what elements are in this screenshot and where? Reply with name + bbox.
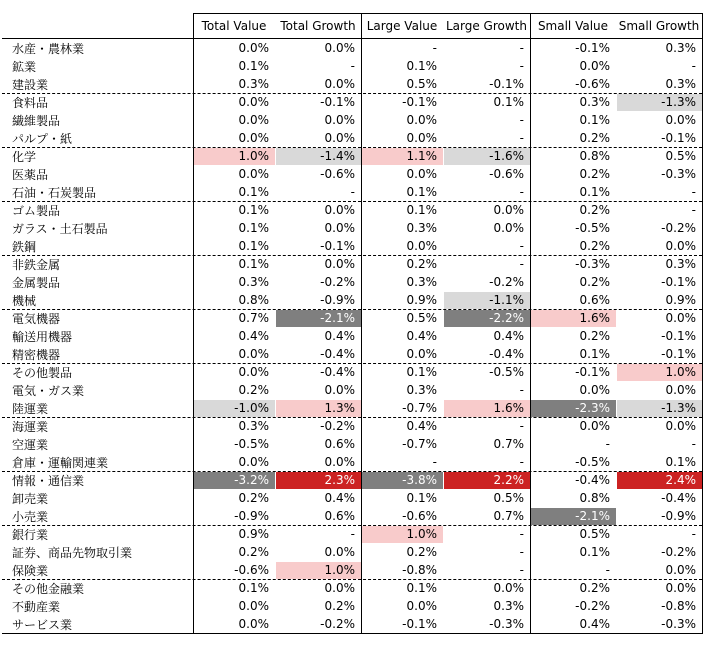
value-cell: 0.1% xyxy=(238,203,269,217)
value-cell: 0.0% xyxy=(324,455,355,469)
value-cell: 0.3% xyxy=(406,221,437,235)
sector-name: 情報・通信業 xyxy=(12,474,85,488)
value-cell: 0.2% xyxy=(579,131,610,145)
sector-name: ゴム製品 xyxy=(12,204,61,218)
value-cell: - xyxy=(519,527,524,541)
value-cell: 0.2% xyxy=(324,599,355,613)
sector-name: 繊維製品 xyxy=(12,114,61,128)
group-separator xyxy=(2,309,702,310)
value-cell: -0.1% xyxy=(402,617,437,631)
value-cell: -0.2% xyxy=(575,599,610,613)
value-cell: 0.2% xyxy=(579,329,610,343)
value-cell: 0.0% xyxy=(324,113,355,127)
value-cell: - xyxy=(519,239,524,253)
value-cell: -0.2% xyxy=(661,545,696,559)
value-cell: -2.3% xyxy=(531,400,616,417)
value-cell: - xyxy=(519,419,524,433)
value-cell: -0.1% xyxy=(402,95,437,109)
value-cell: -0.1% xyxy=(489,77,524,91)
value-cell: 0.0% xyxy=(406,113,437,127)
header-bottom-border xyxy=(2,38,702,39)
value-cell: -0.2% xyxy=(320,275,355,289)
value-cell: -0.2% xyxy=(320,419,355,433)
value-cell: - xyxy=(432,455,437,469)
sector-name: 空運業 xyxy=(12,438,49,452)
value-cell: 0.2% xyxy=(579,167,610,181)
value-cell: 0.1% xyxy=(579,545,610,559)
value-cell: 0.0% xyxy=(665,563,696,577)
value-cell: 0.3% xyxy=(238,275,269,289)
value-cell: -3.8% xyxy=(362,472,443,489)
value-cell: 0.5% xyxy=(493,491,524,505)
value-cell: -0.1% xyxy=(661,131,696,145)
value-cell: -0.4% xyxy=(320,365,355,379)
value-cell: 0.6% xyxy=(324,509,355,523)
column-header: Large Value xyxy=(366,19,438,33)
value-cell: 2.4% xyxy=(617,472,702,489)
value-cell: -0.2% xyxy=(320,617,355,631)
value-cell: 0.2% xyxy=(579,581,610,595)
value-cell: 0.0% xyxy=(406,131,437,145)
sector-name: 不動産業 xyxy=(12,600,61,614)
value-cell: 0.4% xyxy=(324,491,355,505)
value-cell: -0.1% xyxy=(320,239,355,253)
group-separator xyxy=(2,93,702,94)
value-cell: - xyxy=(519,257,524,271)
value-cell: 0.1% xyxy=(406,365,437,379)
header-top-border xyxy=(193,13,702,14)
value-cell: 0.3% xyxy=(665,257,696,271)
column-header: Total Value xyxy=(201,19,267,33)
column-header: Total Growth xyxy=(280,19,356,33)
value-cell: 0.2% xyxy=(238,545,269,559)
value-cell: 0.0% xyxy=(238,95,269,109)
value-cell: -0.5% xyxy=(489,365,524,379)
value-cell: 0.4% xyxy=(406,419,437,433)
value-cell: 0.0% xyxy=(579,419,610,433)
sector-name: 非鉄金属 xyxy=(12,258,61,272)
value-cell: 0.1% xyxy=(665,455,696,469)
value-cell: 0.0% xyxy=(665,581,696,595)
value-cell: 0.0% xyxy=(324,221,355,235)
column-divider xyxy=(530,13,531,634)
value-cell: 0.0% xyxy=(238,617,269,631)
sector-name: 鉱業 xyxy=(12,60,37,74)
sector-name: その他製品 xyxy=(12,366,73,380)
value-cell: - xyxy=(519,185,524,199)
sector-name: パルプ・紙 xyxy=(12,132,73,146)
value-cell: 0.2% xyxy=(579,275,610,289)
value-cell: -1.0% xyxy=(194,400,275,417)
value-cell: -2.2% xyxy=(444,310,530,327)
value-cell: 0.1% xyxy=(238,185,269,199)
group-separator xyxy=(2,417,702,418)
value-cell: 0.0% xyxy=(406,239,437,253)
value-cell: -0.4% xyxy=(320,347,355,361)
column-header: Small Value xyxy=(537,19,609,33)
value-cell: -0.3% xyxy=(661,167,696,181)
table-bottom-border xyxy=(2,633,702,634)
value-cell: -0.4% xyxy=(661,491,696,505)
sector-name: 小売業 xyxy=(12,510,49,524)
value-cell: 0.0% xyxy=(579,59,610,73)
value-cell: 0.1% xyxy=(406,59,437,73)
value-cell: -2.1% xyxy=(531,508,616,525)
value-cell: 0.0% xyxy=(238,131,269,145)
value-cell: 1.0% xyxy=(276,562,361,579)
sector-name: 電気機器 xyxy=(12,312,61,326)
value-cell: 0.0% xyxy=(324,383,355,397)
value-cell: -1.3% xyxy=(617,400,702,417)
sector-name: 金属製品 xyxy=(12,276,61,290)
value-cell: 0.9% xyxy=(238,527,269,541)
value-cell: 0.1% xyxy=(238,581,269,595)
value-cell: 0.0% xyxy=(238,347,269,361)
value-cell: - xyxy=(691,185,696,199)
column-divider xyxy=(702,13,703,634)
value-cell: 0.4% xyxy=(238,329,269,343)
value-cell: 0.0% xyxy=(324,581,355,595)
value-cell: 0.8% xyxy=(579,149,610,163)
value-cell: 0.5% xyxy=(406,77,437,91)
value-cell: 0.4% xyxy=(579,617,610,631)
value-cell: 0.1% xyxy=(579,185,610,199)
value-cell: - xyxy=(519,131,524,145)
sector-name: 石油・石炭製品 xyxy=(12,186,97,200)
value-cell: 0.0% xyxy=(665,113,696,127)
value-cell: - xyxy=(691,59,696,73)
value-cell: 0.0% xyxy=(406,347,437,361)
value-cell: - xyxy=(432,41,437,55)
value-cell: - xyxy=(605,437,610,451)
value-cell: -0.1% xyxy=(661,329,696,343)
value-cell: 0.0% xyxy=(324,203,355,217)
sector-name: 鉄鋼 xyxy=(12,240,37,254)
value-cell: 0.1% xyxy=(406,203,437,217)
value-cell: 0.5% xyxy=(579,527,610,541)
value-cell: 0.8% xyxy=(238,293,269,307)
value-cell: 0.0% xyxy=(324,257,355,271)
value-cell: 0.3% xyxy=(665,41,696,55)
value-cell: -0.7% xyxy=(402,437,437,451)
value-cell: - xyxy=(519,59,524,73)
sector-name: 卸売業 xyxy=(12,492,49,506)
value-cell: 2.3% xyxy=(276,472,361,489)
value-cell: -0.6% xyxy=(489,167,524,181)
group-separator xyxy=(2,363,702,364)
value-cell: 0.1% xyxy=(493,95,524,109)
value-cell: 0.8% xyxy=(579,491,610,505)
value-cell: 0.0% xyxy=(324,77,355,91)
value-cell: 0.2% xyxy=(579,203,610,217)
value-cell: 0.6% xyxy=(324,437,355,451)
group-separator xyxy=(2,147,702,148)
value-cell: -3.2% xyxy=(194,472,275,489)
sector-name: 化学 xyxy=(12,150,37,164)
value-cell: 0.6% xyxy=(579,293,610,307)
value-cell: 1.1% xyxy=(362,148,443,165)
value-cell: -0.3% xyxy=(661,617,696,631)
value-cell: -2.1% xyxy=(276,310,361,327)
value-cell: - xyxy=(519,455,524,469)
value-cell: 1.6% xyxy=(444,400,530,417)
value-cell: 0.3% xyxy=(406,275,437,289)
column-header: Large Growth xyxy=(445,19,527,33)
value-cell: 0.3% xyxy=(579,95,610,109)
value-cell: 0.2% xyxy=(406,545,437,559)
column-header: Small Growth xyxy=(618,19,700,33)
value-cell: 0.3% xyxy=(493,599,524,613)
value-cell: 0.0% xyxy=(665,311,696,325)
value-cell: - xyxy=(519,113,524,127)
sector-name: 銀行業 xyxy=(12,528,49,542)
value-cell: 0.1% xyxy=(406,185,437,199)
value-cell: -0.8% xyxy=(661,599,696,613)
value-cell: -1.3% xyxy=(617,94,702,111)
value-cell: -0.3% xyxy=(575,257,610,271)
value-cell: -0.1% xyxy=(661,275,696,289)
sector-name: ガラス・土石製品 xyxy=(12,222,108,236)
value-cell: 0.0% xyxy=(406,167,437,181)
value-cell: 0.7% xyxy=(493,509,524,523)
sector-name: 精密機器 xyxy=(12,348,61,362)
value-cell: 0.2% xyxy=(238,383,269,397)
value-cell: - xyxy=(605,563,610,577)
value-cell: -1.1% xyxy=(444,292,530,309)
value-cell: 0.5% xyxy=(665,149,696,163)
value-cell: 0.0% xyxy=(579,383,610,397)
value-cell: -0.5% xyxy=(234,437,269,451)
value-cell: -0.6% xyxy=(234,563,269,577)
value-cell: 0.3% xyxy=(238,419,269,433)
value-cell: 0.0% xyxy=(493,581,524,595)
value-cell: -0.2% xyxy=(661,221,696,235)
value-cell: 0.0% xyxy=(324,41,355,55)
value-cell: - xyxy=(350,527,355,541)
column-divider xyxy=(361,13,362,634)
value-cell: -0.9% xyxy=(234,509,269,523)
value-cell: 0.0% xyxy=(238,455,269,469)
value-cell: 1.0% xyxy=(194,148,275,165)
value-cell: - xyxy=(691,437,696,451)
value-cell: 0.0% xyxy=(665,239,696,253)
value-cell: 0.7% xyxy=(493,437,524,451)
sector-name: 輸送用機器 xyxy=(12,330,73,344)
group-separator xyxy=(2,255,702,256)
value-cell: 0.4% xyxy=(406,329,437,343)
value-cell: 0.3% xyxy=(406,383,437,397)
value-cell: - xyxy=(519,563,524,577)
value-cell: -0.3% xyxy=(489,617,524,631)
value-cell: 0.0% xyxy=(493,221,524,235)
sector-name: 医薬品 xyxy=(12,168,49,182)
group-separator xyxy=(2,471,702,472)
value-cell: 0.1% xyxy=(406,581,437,595)
value-cell: 0.0% xyxy=(324,545,355,559)
value-cell: 0.1% xyxy=(238,239,269,253)
value-cell: 0.2% xyxy=(238,491,269,505)
value-cell: -0.9% xyxy=(320,293,355,307)
sector-name: 電気・ガス業 xyxy=(12,384,85,398)
value-cell: 0.2% xyxy=(406,257,437,271)
value-cell: 0.0% xyxy=(665,383,696,397)
sector-name: 保険業 xyxy=(12,564,49,578)
value-cell: - xyxy=(691,203,696,217)
value-cell: 1.0% xyxy=(617,364,702,381)
value-cell: -0.4% xyxy=(575,473,610,487)
group-separator xyxy=(2,525,702,526)
group-separator xyxy=(2,201,702,202)
value-cell: -1.4% xyxy=(276,148,361,165)
value-cell: 1.3% xyxy=(276,400,361,417)
sector-name: 食料品 xyxy=(12,96,49,110)
value-cell: -0.1% xyxy=(575,41,610,55)
value-cell: 0.0% xyxy=(238,167,269,181)
value-cell: 0.4% xyxy=(493,329,524,343)
sector-name: サービス業 xyxy=(12,618,73,632)
value-cell: 0.1% xyxy=(579,347,610,361)
value-cell: 0.1% xyxy=(238,257,269,271)
value-cell: 0.7% xyxy=(238,311,269,325)
value-cell: - xyxy=(519,545,524,559)
value-cell: 0.0% xyxy=(324,131,355,145)
value-cell: 0.5% xyxy=(406,311,437,325)
value-cell: 0.1% xyxy=(238,59,269,73)
value-cell: 0.3% xyxy=(238,77,269,91)
value-cell: 0.1% xyxy=(579,113,610,127)
value-cell: -0.8% xyxy=(402,563,437,577)
sector-name: 倉庫・運輸関連業 xyxy=(12,456,109,470)
value-cell: 0.0% xyxy=(238,365,269,379)
value-cell: 0.1% xyxy=(406,491,437,505)
sector-name: その他金融業 xyxy=(12,582,85,596)
value-cell: 1.6% xyxy=(531,310,616,327)
value-cell: - xyxy=(691,527,696,541)
sector-name: 陸運業 xyxy=(12,402,49,416)
value-cell: 0.0% xyxy=(665,419,696,433)
value-cell: - xyxy=(350,185,355,199)
value-cell: 0.1% xyxy=(238,221,269,235)
value-cell: 0.0% xyxy=(238,599,269,613)
sector-name: 証券、商品先物取引業 xyxy=(12,546,133,560)
value-cell: -0.9% xyxy=(661,509,696,523)
value-cell: -0.7% xyxy=(402,401,437,415)
value-cell: 1.0% xyxy=(362,526,443,543)
value-cell: -0.2% xyxy=(489,275,524,289)
value-cell: 0.9% xyxy=(665,293,696,307)
value-cell: 0.0% xyxy=(238,113,269,127)
value-cell: 0.9% xyxy=(406,293,437,307)
sector-name: 建設業 xyxy=(12,78,49,92)
sector-name: 海運業 xyxy=(12,420,49,434)
sector-name: 機械 xyxy=(12,294,37,308)
value-cell: -0.6% xyxy=(575,77,610,91)
value-cell: -0.4% xyxy=(489,347,524,361)
value-cell: 2.2% xyxy=(444,472,530,489)
value-cell: - xyxy=(519,41,524,55)
value-cell: -0.1% xyxy=(575,365,610,379)
value-cell: 0.0% xyxy=(238,41,269,55)
value-cell: -1.6% xyxy=(444,148,530,165)
value-cell: -0.5% xyxy=(575,221,610,235)
value-cell: 0.3% xyxy=(665,77,696,91)
value-cell: 0.4% xyxy=(324,329,355,343)
value-cell: 0.0% xyxy=(406,599,437,613)
value-cell: -0.5% xyxy=(575,455,610,469)
value-cell: -0.1% xyxy=(320,95,355,109)
value-cell: -0.6% xyxy=(402,509,437,523)
sector-name: 水産・農林業 xyxy=(12,42,85,56)
value-cell: -0.1% xyxy=(661,347,696,361)
column-divider xyxy=(193,13,194,634)
value-cell: 0.2% xyxy=(579,239,610,253)
value-cell: - xyxy=(519,383,524,397)
value-cell: -0.6% xyxy=(320,167,355,181)
value-cell: 0.0% xyxy=(493,203,524,217)
value-cell: - xyxy=(350,59,355,73)
group-separator xyxy=(2,579,702,580)
